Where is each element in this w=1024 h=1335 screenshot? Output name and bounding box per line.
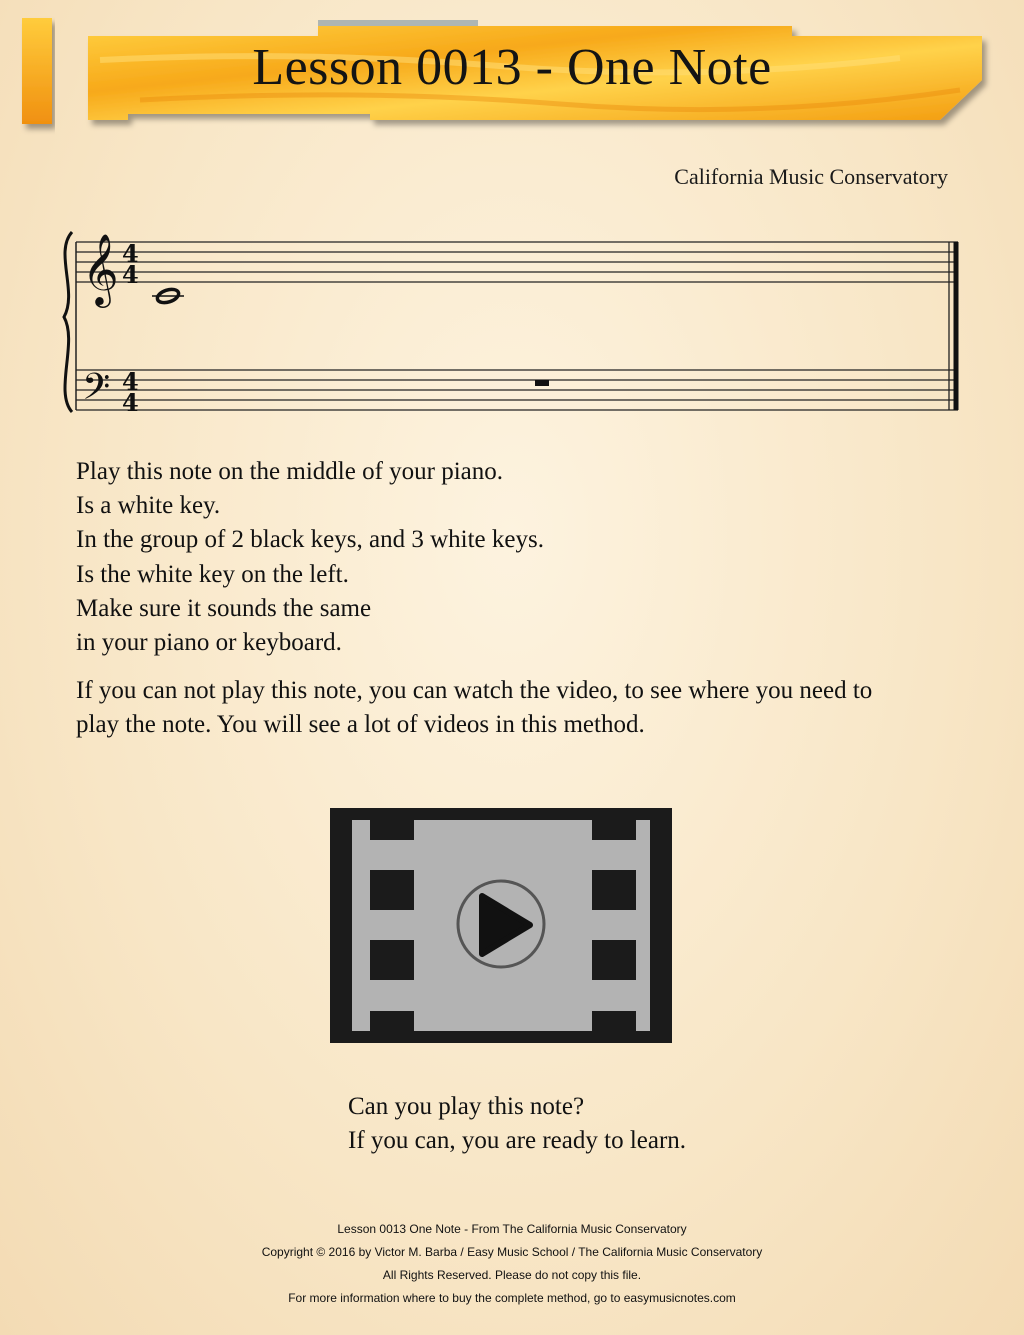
page-title: Lesson 0013 - One Note xyxy=(252,39,772,96)
video-note-line: play the note. You will see a lot of videos in this method. xyxy=(76,711,645,739)
bass-clef-icon: 𝄢 xyxy=(82,366,111,417)
treble-time-bottom: 4 xyxy=(122,260,139,289)
bass-time-top: 4 xyxy=(122,367,139,396)
header-banner xyxy=(0,0,1024,140)
footer xyxy=(0,1218,1024,1310)
whole-rest xyxy=(535,380,549,386)
instructions xyxy=(76,455,544,660)
closing-line: Can you play this note? xyxy=(348,1093,585,1120)
footer-line: Copyright © 2016 by Victor M. Barba / Easy Music School / The California Music Conservatory xyxy=(261,1245,763,1259)
grand-staff xyxy=(56,222,966,422)
instruction-line: Make sure it sounds the same xyxy=(76,594,372,622)
closing-line: If you can, you are ready to learn. xyxy=(348,1127,687,1154)
treble-time-top: 4 xyxy=(122,239,139,268)
video-note xyxy=(76,674,976,742)
banner-tab xyxy=(318,20,478,26)
footer-line: Lesson 0013 One Note - From The California Music Conservatory xyxy=(337,1222,687,1236)
bass-staff-lines xyxy=(76,370,958,410)
publisher-name: California Music Conservatory xyxy=(674,164,948,189)
treble-staff-lines xyxy=(76,242,958,282)
instruction-line: in your piano or keyboard. xyxy=(76,629,342,657)
instruction-line: Is a white key. xyxy=(76,492,221,520)
video-play-button[interactable] xyxy=(330,808,672,1043)
staff-brace xyxy=(64,232,72,412)
instruction-line: In the group of 2 black keys, and 3 white keys. xyxy=(76,526,544,554)
footer-line: All Rights Reserved. Please do not copy this file. xyxy=(382,1268,642,1282)
treble-clef-icon: 𝄞 xyxy=(82,232,119,305)
closing-text xyxy=(348,1090,686,1158)
instruction-line: Is the white key on the left. xyxy=(76,560,349,588)
bass-time-bottom: 4 xyxy=(122,388,139,417)
footer-line: For more information where to buy the complete method, go to easymusicnotes.com xyxy=(288,1291,736,1305)
video-note-line: If you can not play this note, you can watch the video, to see where you need to xyxy=(76,677,873,704)
instruction-line: Play this note on the middle of your piano. xyxy=(76,458,504,485)
